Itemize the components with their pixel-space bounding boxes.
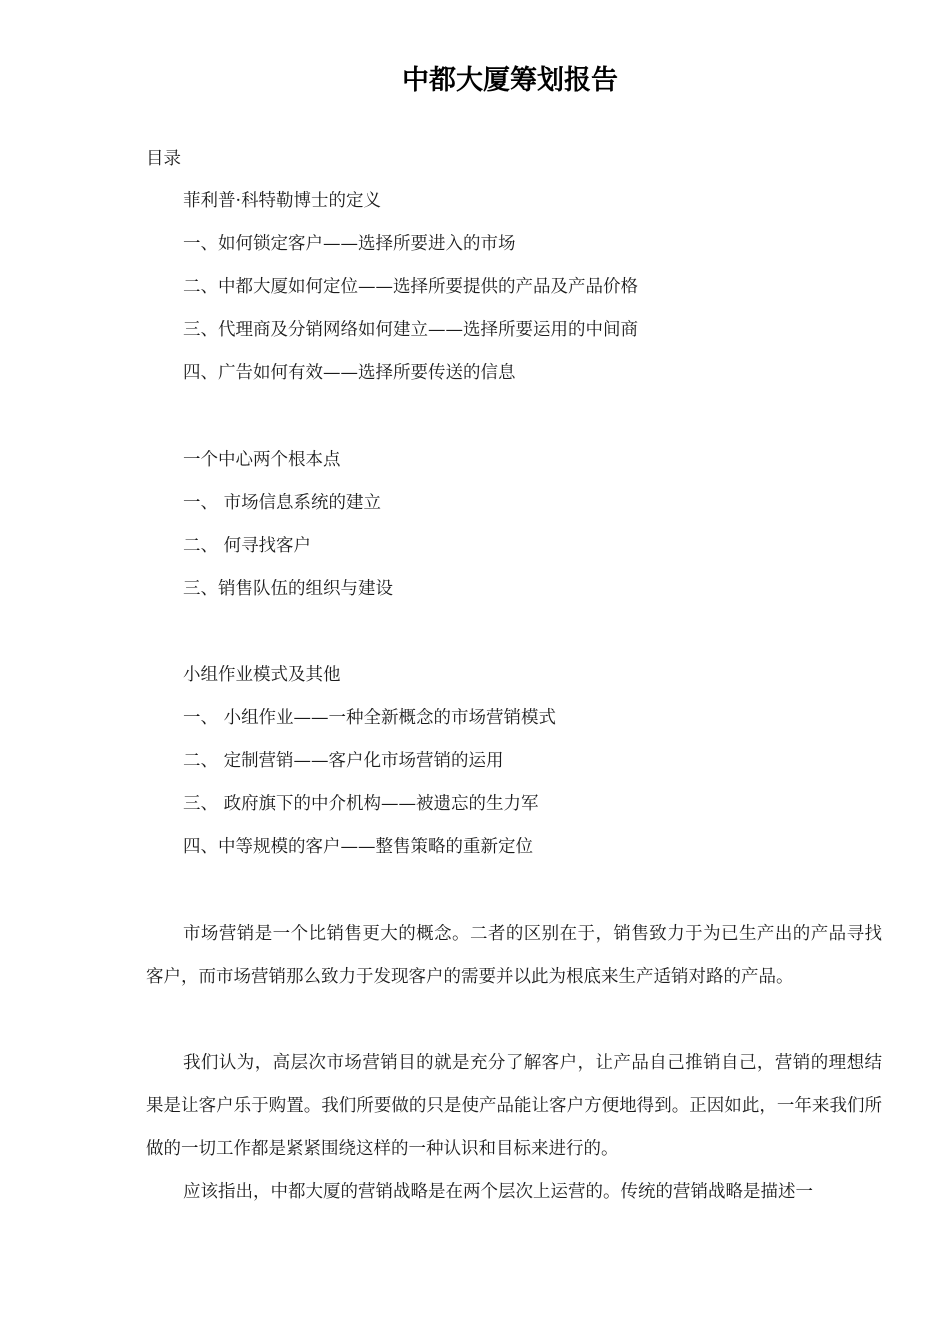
toc-section-title: 一个中心两个根本点 [183, 450, 341, 470]
toc-section-title: 菲利普·科特勒博士的定义 [183, 191, 382, 211]
body-paragraph: 应该指出，中都大厦的营销战略是在两个层次上运营的。传统的营销战略是描述一 [183, 1182, 813, 1202]
toc-item: 一、如何锁定客户——选择所要进入的市场 [183, 234, 516, 254]
toc-item: 一、 市场信息系统的建立 [183, 493, 382, 513]
toc-item: 二、 定制营销——客户化市场营销的运用 [183, 751, 504, 771]
toc-item: 一、 小组作业——一种全新概念的市场营销模式 [183, 708, 557, 728]
toc-item: 四、广告如何有效——选择所要传送的信息 [183, 363, 516, 383]
toc-item: 四、中等规模的客户——整售策略的重新定位 [183, 837, 533, 857]
toc-heading: 目录 [146, 149, 181, 169]
toc-item: 三、代理商及分销网络如何建立——选择所要运用的中间商 [183, 320, 638, 340]
toc-item: 二、中都大厦如何定位——选择所要提供的产品及产品价格 [183, 277, 638, 297]
toc-item: 三、销售队伍的组织与建设 [183, 579, 393, 599]
toc-section-title: 小组作业模式及其他 [183, 665, 341, 685]
body-paragraph: 我们认为，高层次市场营销目的就是充分了解客户，让产品自己推销自己，营销的理想结果是让客户乐于购置。我们所要做的只是使产品能让客户方便地得到。正因如此，一年来我们所做的一切工作都是紧紧围绕这样的一种认识和目标来进行的。 [146, 1053, 882, 1159]
body-paragraph: 市场营销是一个比销售更大的概念。二者的区别在于，销售致力于为已生产出的产品寻找客户，而市场营销那么致力于发现客户的需要并以此为根底来生产适销对路的产品。 [146, 924, 882, 987]
toc-item: 二、 何寻找客户 [183, 536, 312, 556]
document-title: 中都大厦筹划报告 [402, 65, 618, 96]
toc-item: 三、 政府旗下的中介机构——被遗忘的生力军 [183, 794, 539, 814]
